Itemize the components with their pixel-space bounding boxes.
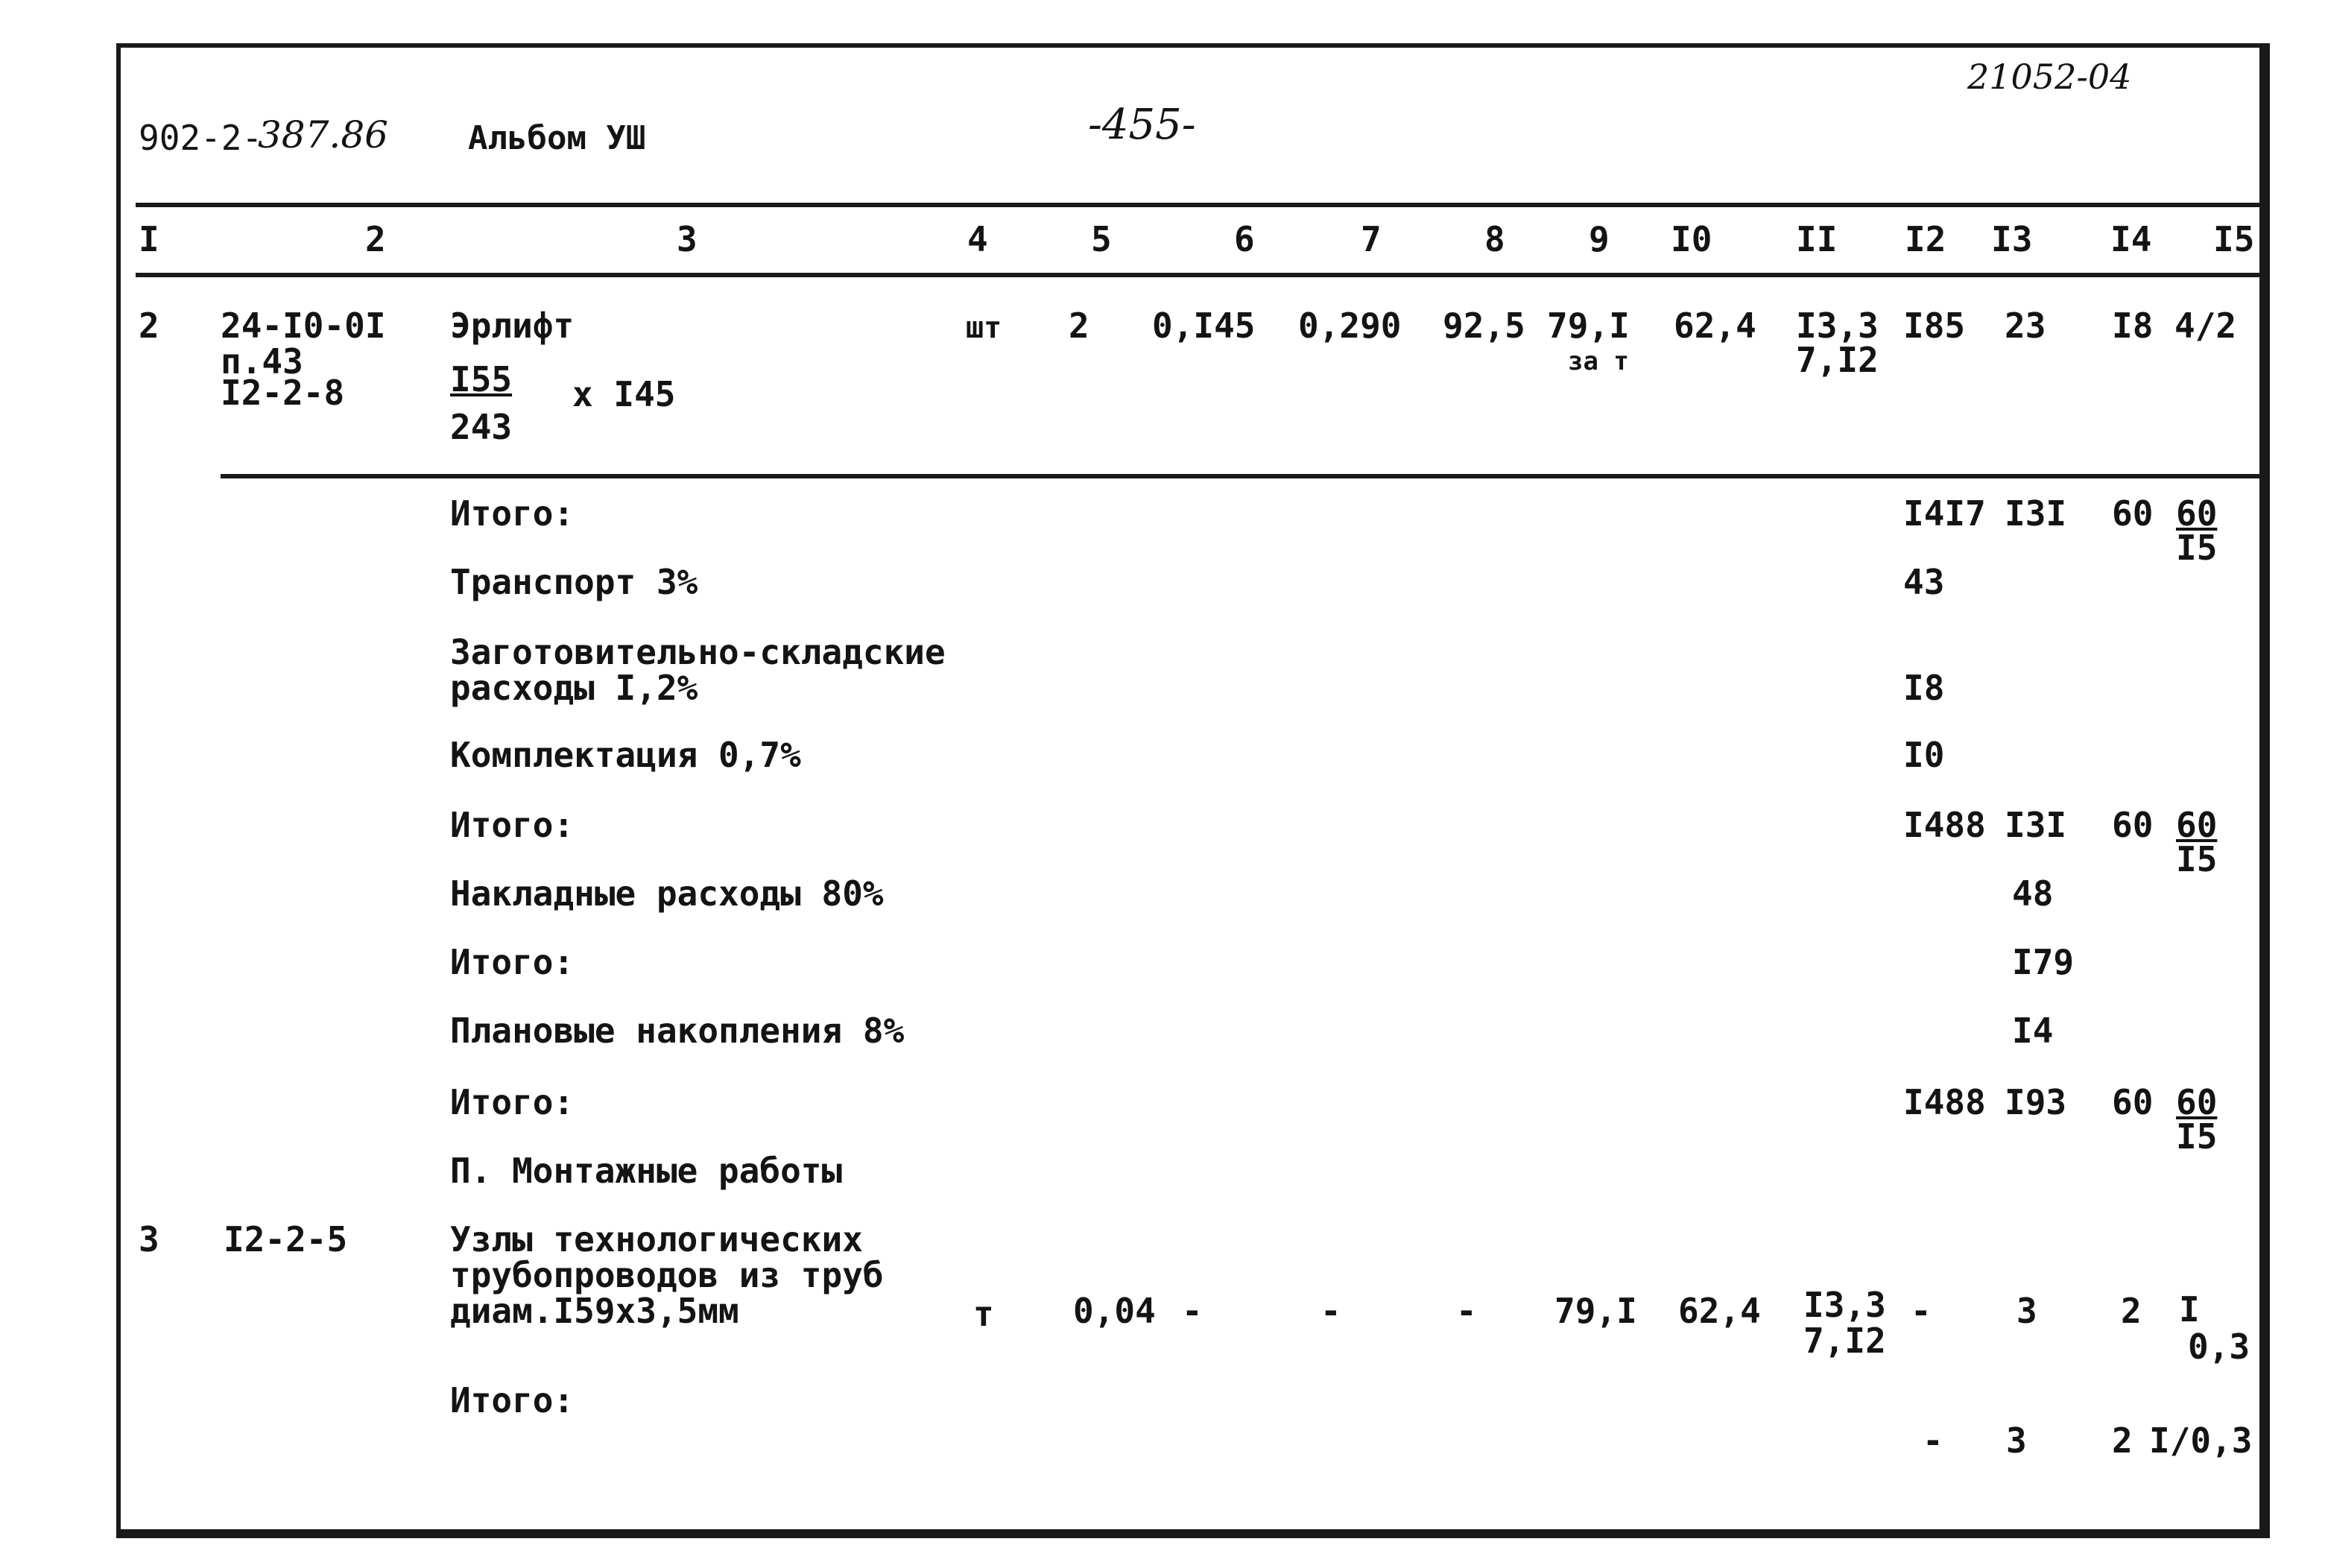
col-header: I3 xyxy=(1991,219,2033,259)
cell: 2 xyxy=(2112,1420,2133,1461)
cell: 4/2 xyxy=(2174,306,2237,346)
cell: I85 xyxy=(1903,306,1966,346)
cell: - xyxy=(1911,1291,1932,1331)
dimension-multiplier: x I45 xyxy=(572,374,676,414)
cell: I3I xyxy=(2005,493,2067,534)
cell: 60 xyxy=(2176,805,2218,845)
cell: I8 xyxy=(2112,306,2154,346)
col-header: 4 xyxy=(967,219,988,259)
col-header: I5 xyxy=(2213,219,2255,259)
cell: 62,4 xyxy=(1678,1291,1761,1331)
cell: - xyxy=(1320,1291,1341,1331)
cell: 79,I xyxy=(1554,1291,1637,1331)
cell: 60 xyxy=(2176,493,2218,534)
cell: 0,290 xyxy=(1298,306,1402,346)
cell: 60 xyxy=(2112,493,2154,534)
cell: I3,3 xyxy=(1803,1285,1886,1325)
col-header: 8 xyxy=(1484,219,1505,259)
cell: 92,5 xyxy=(1443,306,1525,346)
doc-number-handwritten: 387.86 xyxy=(258,113,388,157)
item-name: Эрлифт xyxy=(450,306,575,346)
cell: - xyxy=(1182,1291,1203,1331)
cell: 0,3 xyxy=(2188,1327,2250,1367)
cell: 60 xyxy=(2112,1082,2154,1122)
cell: 3 xyxy=(2006,1420,2027,1461)
cell: - xyxy=(1456,1291,1477,1331)
cell: 48 xyxy=(2012,873,2054,914)
header-top-rule xyxy=(136,203,2261,207)
total-label: Итого: xyxy=(450,942,575,982)
cell: I79 xyxy=(2012,942,2075,982)
col-header: 2 xyxy=(365,219,386,259)
col-header: I4 xyxy=(2110,219,2152,259)
total-label: Итого: xyxy=(450,805,575,845)
total-label: Плановые накопления 8% xyxy=(450,1011,905,1051)
total-label: расходы I,2% xyxy=(450,668,698,708)
row-number: 2 xyxy=(139,306,159,346)
archive-stamp: 21052-04 xyxy=(1967,57,2132,97)
section-rule xyxy=(221,474,2261,478)
section-heading: П. Монтажные работы xyxy=(450,1151,843,1191)
col-header: 5 xyxy=(1091,219,1112,259)
cell: I4I7 xyxy=(1903,493,1986,534)
cell: 7,I2 xyxy=(1796,340,1879,380)
unit: шт xyxy=(966,311,1002,345)
unit: т xyxy=(973,1294,994,1334)
cell: 2 xyxy=(2121,1291,2142,1331)
col-header: 6 xyxy=(1234,219,1255,259)
total-label: Заготовительно-складские xyxy=(450,632,946,672)
item-name: трубопроводов из труб xyxy=(450,1255,884,1295)
cell: 3 xyxy=(2016,1291,2037,1331)
dimension-numerator: I55 xyxy=(450,359,513,399)
cell: I488 xyxy=(1903,805,1986,845)
cell: I5 xyxy=(2176,839,2218,879)
col-header: I2 xyxy=(1905,219,1946,259)
cell: I5 xyxy=(2176,1116,2218,1157)
cell: I xyxy=(2179,1289,2200,1330)
cell: 0,I45 xyxy=(1152,306,1256,346)
cell-note: за т xyxy=(1568,347,1629,376)
cell: I488 xyxy=(1903,1082,1986,1122)
cell: I8 xyxy=(1903,668,1945,708)
cell: I0 xyxy=(1903,735,1945,775)
col-header: I xyxy=(139,219,159,259)
col-header: II xyxy=(1796,219,1838,259)
item-name: диам.I59x3,5мм xyxy=(450,1291,739,1331)
col-header: 7 xyxy=(1361,219,1382,259)
total-label: Итого: xyxy=(450,1380,575,1420)
page-number: -455- xyxy=(1088,101,1196,149)
cell: - xyxy=(1923,1420,1943,1461)
doc-prefix: 902-2- xyxy=(139,118,263,158)
cell: I5 xyxy=(2176,528,2218,568)
cell: 7,I2 xyxy=(1803,1321,1886,1361)
col-header: 3 xyxy=(677,219,698,259)
total-label: Транспорт 3% xyxy=(450,562,698,602)
total-label: Итого: xyxy=(450,493,575,534)
total-label: Итого: xyxy=(450,1082,575,1122)
cell: 79,I xyxy=(1547,306,1630,346)
cell: 60 xyxy=(2112,805,2154,845)
total-label: Комплектация 0,7% xyxy=(450,735,801,775)
cell: I3I xyxy=(2005,805,2067,845)
quantity: 2 xyxy=(1069,306,1089,346)
row-number: 3 xyxy=(139,1219,159,1259)
item-name: Узлы технологических xyxy=(450,1219,863,1259)
cell: 60 xyxy=(2176,1082,2218,1122)
cell: I93 xyxy=(2005,1082,2067,1122)
col-header: I0 xyxy=(1671,219,1712,259)
norm-code: п.43 xyxy=(221,341,303,382)
dimension-denominator: 243 xyxy=(450,407,513,447)
quantity: 0,04 xyxy=(1073,1291,1156,1331)
norm-code: I2-2-5 xyxy=(224,1219,348,1259)
cell: I3,3 xyxy=(1796,306,1879,346)
norm-code: I2-2-8 xyxy=(221,373,345,413)
album-title: Альбом УШ xyxy=(468,119,646,157)
header-bottom-rule xyxy=(136,273,2261,277)
cell: 23 xyxy=(2005,306,2046,346)
cell: I4 xyxy=(2012,1011,2054,1051)
norm-code: 24-I0-0I xyxy=(221,306,386,346)
col-header: 9 xyxy=(1589,219,1610,259)
cell: I/0,3 xyxy=(2149,1420,2253,1461)
cell: 43 xyxy=(1903,562,1945,602)
total-label: Накладные расходы 80% xyxy=(450,873,884,914)
cell: 62,4 xyxy=(1674,306,1756,346)
